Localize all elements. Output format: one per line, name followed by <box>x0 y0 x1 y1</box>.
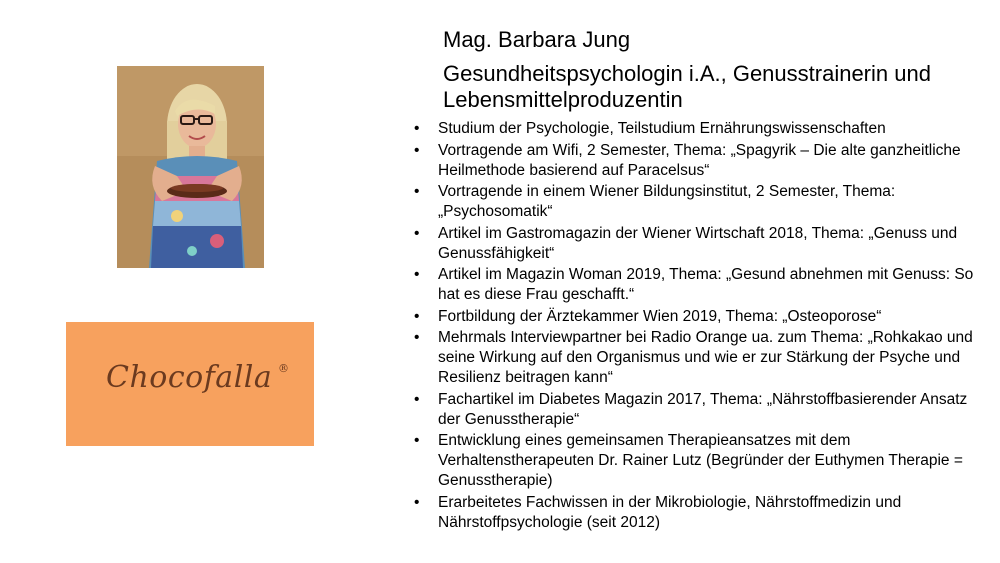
registered-mark: ® <box>278 362 289 375</box>
list-item: • Artikel im Gastromagazin der Wiener Wirtschaft 2018, Thema: „Genuss und Genussfähigkeit“ <box>412 224 982 264</box>
list-item: • Artikel im Magazin Woman 2019, Thema: „Gesund abnehmen mit Genuss: So hat es diese Frau geschafft.“ <box>412 265 982 305</box>
list-item: • Entwicklung eines gemeinsamen Therapieansatzes mit dem Verhaltenstherapeuten Dr. Rainer Lutz (Begründer der Euthymen Therapie = Genusstherapie) <box>412 431 982 491</box>
list-item: • Vortragende am Wifi, 2 Semester, Thema: „Spagyrik – Die alte ganzheitliche Heilmethode basierend auf Paracelsus“ <box>412 141 982 181</box>
list-item: • Fortbildung der Ärztekammer Wien 2019, Thema: „Osteoporose“ <box>412 307 982 327</box>
list-item: • Erarbeitetes Fachwissen in der Mikrobiologie, Nährstoffmedizin und Nährstoffpsychologie (seit 2012) <box>412 493 982 533</box>
person-subtitle: Gesundheitspsychologin i.A., Genusstrainerin und Lebensmittelproduzentin <box>443 61 931 112</box>
portrait-photo <box>117 66 264 268</box>
list-item: • Mehrmals Interviewpartner bei Radio Orange ua. zum Thema: „Rohkakao und seine Wirkung auf den Organismus und wie er zur Stärkung der Psyche und Resilienz beitragen kann“ <box>412 328 982 388</box>
chocofalla-logo <box>66 322 314 446</box>
list-item: • Fachartikel im Diabetes Magazin 2017, Thema: „Nährstoffbasierender Ansatz der Genusstherapie“ <box>412 390 982 430</box>
qualification-list <box>412 119 982 534</box>
person-name: Mag. Barbara Jung <box>443 27 631 52</box>
list-item: • Vortragende in einem Wiener Bildungsinstitut, 2 Semester, Thema: „Psychosomatik“ <box>412 182 982 222</box>
list-item: • Studium der Psychologie, Teilstudium Ernährungswissenschaften <box>412 119 982 139</box>
logo-text: Chocofalla <box>106 360 273 395</box>
